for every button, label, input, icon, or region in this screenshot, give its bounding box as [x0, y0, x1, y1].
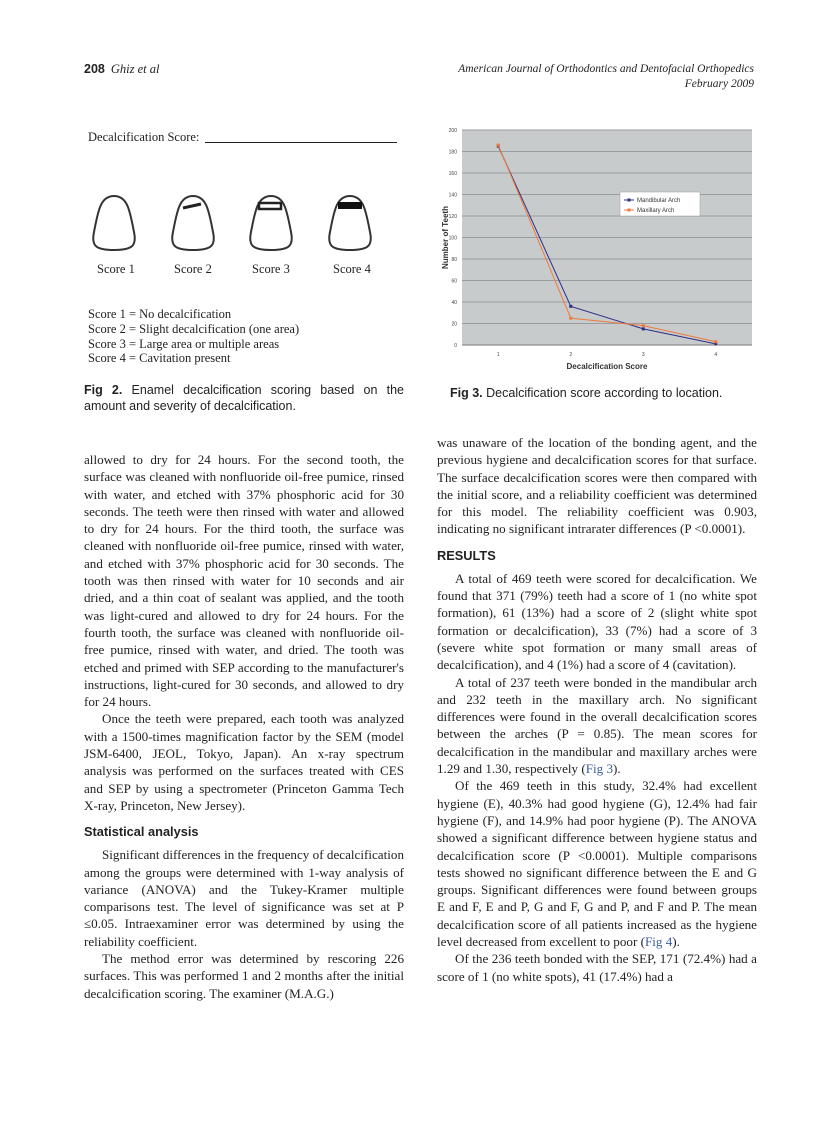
score-definitions: [88, 307, 299, 366]
data-point: [569, 305, 572, 308]
y-tick-label: 20: [451, 321, 457, 328]
score-4-label: Score 4: [333, 262, 371, 276]
data-point: [714, 340, 717, 343]
x-tick-label: 3: [641, 352, 645, 358]
legend-marker: [628, 209, 631, 212]
paragraph: [437, 777, 757, 950]
page-number: 208: [84, 62, 105, 76]
fig2-caption-label: Fig 2.: [84, 383, 123, 397]
running-header-left: [84, 62, 159, 77]
fig3-caption-text: Decalcification score according to location.: [486, 386, 723, 400]
paragraph: Significant differences in the frequency of decalcification among the groups were determined with 1-way analysis of variance (ANOVA) and the Tukey-Kramer multiple comparisons test. The level of significance was set at P ≤0.05. Intraexaminer error was determined by using the reliability coefficient.: [84, 847, 404, 949]
y-tick-label: 100: [448, 235, 457, 242]
data-point: [569, 317, 572, 320]
y-tick-label: 180: [448, 149, 457, 156]
fig2-caption-text: Enamel decalcification scoring based on the amount and severity of decalcification.: [84, 383, 404, 413]
y-tick-label: 80: [451, 257, 457, 263]
x-tick-label: 1: [496, 352, 500, 358]
fig3-reference-link[interactable]: Fig 3: [585, 761, 614, 777]
decalcification-score-label: Decalcification Score:: [88, 130, 200, 144]
paragraph-text: ).: [613, 761, 621, 777]
score-2-label: Score 2: [174, 262, 212, 276]
paragraph-text: Of the 469 teeth in this study, 32.4% had excellent hygiene (E), 40.3% had good hygiene (G), 12.4% had fair hygiene (F), and 14.9% had poor hygiene (P). The ANOVA showed a significant difference between hygiene status and decalcification score (P <0.0001). Multiple comparisons tests showed no significant difference between the E and G groups. Significant differences were found between groups E and F, E and P, G and F, G and P, and F and P. The mean decalcification score of all patients increased as the hygiene level decreased from excellent to poor (: [437, 778, 757, 950]
left-text-column: [84, 451, 404, 1002]
data-point: [642, 324, 645, 327]
data-point: [497, 144, 500, 147]
legend-label: Mandibular Arch: [637, 198, 681, 204]
y-tick-label: 160: [448, 171, 457, 177]
y-axis-label: Number of Teeth: [441, 206, 450, 269]
x-tick-label: 4: [714, 352, 718, 358]
paragraph: allowed to dry for 24 hours. For the second tooth, the surface was cleaned with nonfluoride oil-free pumice, rinsed with water, and etched with 37% phosphoric acid for 30 seconds. The teeth were then rinsed with water and allowed to dry for 24 hours. For the third tooth, the surface was cleaned with nonfluoride oil-free pumice, rinsed with water, and etched with 37% phosphoric acid for 30 seconds. The tooth was then rinsed with water for 10 seconds and air dried, and a thin coat of sealant was applied, and the tooth was light-cured and allowed to dry for 24 hours. For the fourth tooth, the surface was cleaned with nonfluoride oil-free pumice, rinsed with water, and dried. The tooth was etched and primed with SEP according to the manufacturer's instructions, light-cured for 30 seconds, and allowed to dry for 24 hours.: [84, 452, 404, 710]
y-tick-label: 60: [451, 278, 457, 285]
legend-marker: [628, 199, 631, 202]
paragraph: [437, 674, 757, 778]
y-tick-label: 40: [451, 300, 457, 306]
paragraph-text: ).: [672, 934, 680, 950]
fig3-caption-label: Fig 3.: [450, 386, 483, 400]
paragraph: Once the teeth were prepared, each tooth was analyzed with a 1500-times magnification factor by the SEM (model JSM-6400, JEOL, Tokyo, Japan). An x-ray spectrum analysis was performed on the surfaces treated with CES and SEP by using a spectrometer (Princeton Gamma Tech X-ray, Princeton, New Jersey).: [84, 711, 404, 813]
data-point: [642, 327, 645, 330]
score-definition: Score 3 = Large area or multiple areas: [88, 336, 280, 351]
fig4-reference-link[interactable]: Fig 4: [644, 934, 673, 950]
right-text-column: [437, 434, 757, 985]
score-definition: Score 4 = Cavitation present: [88, 351, 231, 366]
tooth-score-2-illustration: [165, 190, 221, 256]
issue-date: February 2009: [684, 78, 754, 90]
paragraph: The method error was determined by rescoring 226 surfaces. This was performed 1 and 2 months after the initial decalcification scoring. The examiner (M.A.G.): [84, 951, 404, 1001]
section-heading-statistical-analysis: Statistical analysis: [84, 824, 199, 840]
decalcification-line-chart: [440, 120, 760, 380]
authors: Ghiz et al: [110, 62, 160, 76]
y-tick-label: 200: [448, 128, 457, 134]
fig2-caption: [84, 382, 404, 414]
running-header-right: [458, 62, 754, 92]
legend-label: Maxillary Arch: [637, 208, 675, 214]
section-heading-results: RESULTS: [437, 547, 496, 563]
score-1-label: Score 1: [97, 262, 135, 276]
journal-name: American Journal of Orthodontics and Dentofacial Orthopedics: [458, 63, 754, 75]
score-definition: Score 1 = No decalcification: [88, 307, 232, 321]
x-axis-label: Decalcification Score: [566, 362, 648, 371]
paragraph: Of the 236 teeth bonded with the SEP, 171 (72.4%) had a score of 1 (no white spots), 41 (17.4%) had a: [437, 951, 757, 984]
paragraph: A total of 469 teeth were scored for decalcification. We found that 371 (79%) teeth had a score of 1 (no white spot formation), 61 (13%) had a score of 2 (slight white spot formation or decalcification), 33 (7%) had a score of 3 (severe white spot formation or many small areas of decalcification), and 4 (1%) had a score of 4 (cavitation).: [437, 570, 757, 673]
y-tick-label: 0: [454, 343, 457, 349]
fig3-caption: [450, 385, 722, 401]
x-tick-label: 2: [569, 352, 573, 358]
tooth-score-3-illustration: [243, 190, 299, 256]
y-tick-label: 120: [448, 214, 457, 220]
score-blank-line: [205, 142, 397, 143]
tooth-score-1-illustration: [86, 190, 142, 256]
paragraph: was unaware of the location of the bonding agent, and the previous hygiene and decalcification scores for that surface. The surface decalcification scores were then compared with the initial score, and a reliability coefficient was determined for this model. The reliability coefficient was 0.903, indicating no significant intrarater differences (P <0.0001).: [437, 435, 757, 537]
paragraph-text: A total of 237 teeth were bonded in the mandibular arch and 232 teeth in the maxillary arch. No significant differences were found in the overall decalcification scores between the arches (P = 0.85). The mean scores for decalcification in the mandibular and maxillary arches were 1.29 and 1.30, respectively (: [437, 674, 757, 777]
y-tick-label: 140: [448, 192, 457, 199]
tooth-score-4-illustration: [322, 190, 378, 256]
score-definition: Score 2 = Slight decalcification (one area): [88, 321, 300, 336]
score-3-label: Score 3: [252, 262, 290, 276]
